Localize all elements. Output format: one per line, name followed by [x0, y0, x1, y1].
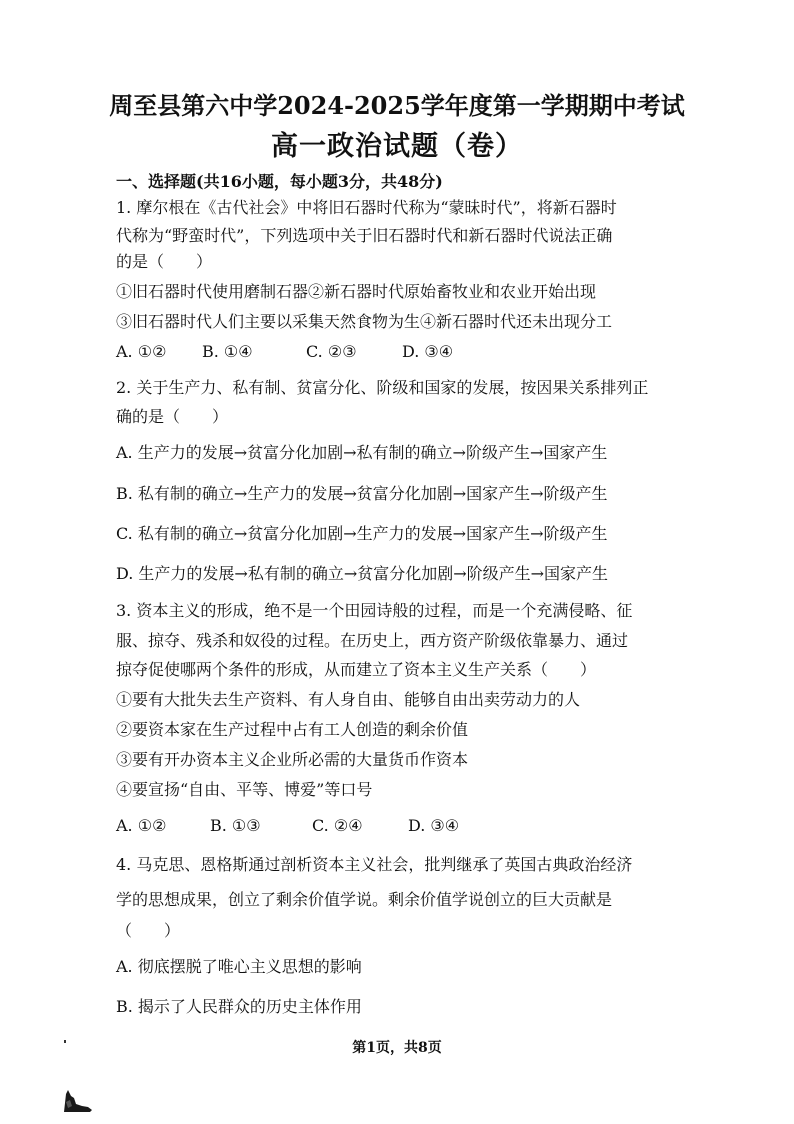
q2-option-a: A. 生产力的发展→贫富分化加剧→私有制的确立→阶级产生→国家产生	[116, 443, 608, 462]
exam-title: 周至县第六中学2024-2025学年度第一学期期中考试	[109, 91, 685, 120]
q1-item: ③旧石器时代人们主要以采集天然食物为生④新石器时代还未出现分工	[116, 312, 613, 331]
q3-option-a: A. ①②	[116, 816, 167, 835]
q4-stem-line: 4. 马克思、恩格斯通过剖析资本主义社会，批判继承了英国古典政治经济	[116, 855, 633, 874]
q1-stem-line: 的是（ ）	[116, 252, 213, 271]
q2-option-d: D. 生产力的发展→私有制的确立→贫富分化加剧→阶级产生→国家产生	[116, 564, 609, 583]
q4-option-a: A. 彻底摆脱了唯心主义思想的影响	[116, 957, 362, 976]
scan-corner-mark	[62, 1088, 96, 1114]
q3-item: ②要资本家在生产过程中占有工人创造的剩余价值	[116, 720, 469, 739]
q2-option-c: C. 私有制的确立→贫富分化加剧→生产力的发展→国家产生→阶级产生	[116, 524, 608, 543]
section-heading: 一、选择题(共16小题，每小题3分，共48分)	[116, 172, 443, 191]
q4-stem-line: （ ）	[116, 921, 181, 940]
q3-stem-line: 服、掠夺、残杀和奴役的过程。在历史上，西方资产阶级依靠暴力、通过	[116, 631, 629, 650]
q1-option-c: C. ②③	[306, 342, 357, 361]
q3-option-d: D. ③④	[408, 816, 460, 835]
q1-option-d: D. ③④	[402, 342, 454, 361]
q3-option-c: C. ②④	[312, 816, 363, 835]
q1-item: ①旧石器时代使用磨制石器②新石器时代原始畜牧业和农业开始出现	[116, 282, 597, 301]
q3-stem-line: 3. 资本主义的形成，绝不是一个田园诗般的过程，而是一个充满侵略、征	[116, 601, 633, 620]
q3-item: ④要宣扬“自由、平等、博爱”等口号	[116, 780, 373, 799]
page-number: 第1页，共8页	[352, 1040, 442, 1056]
q1-option-b: B. ①④	[202, 342, 253, 361]
q2-option-b: B. 私有制的确立→生产力的发展→贫富分化加剧→国家产生→阶级产生	[116, 484, 608, 503]
q3-item: ①要有大批失去生产资料、有人身自由、能够自由出卖劳动力的人	[116, 690, 581, 709]
q3-option-b: B. ①③	[210, 816, 261, 835]
q1-stem-line: 1. 摩尔根在《古代社会》中将旧石器时代称为“蒙昧时代”，将新石器时	[116, 198, 617, 217]
exam-subtitle: 高一政治试题（卷）	[271, 131, 523, 162]
q3-item: ③要有开办资本主义企业所必需的大量货币作资本	[116, 750, 469, 769]
q2-stem-line: 2. 关于生产力、私有制、贫富分化、阶级和国家的发展，按因果关系排列正	[116, 378, 649, 397]
q1-options	[116, 342, 453, 362]
q3-stem-line: 掠夺促使哪两个条件的形成，从而建立了资本主义生产关系（ ）	[116, 660, 597, 679]
q4-stem-line: 学的思想成果，创立了剩余价值学说。剩余价值学说创立的巨大贡献是	[116, 890, 613, 909]
q4-option-b: B. 揭示了人民群众的历史主体作用	[116, 997, 362, 1016]
q2-stem-line: 确的是（ ）	[116, 407, 229, 426]
q1-option-a: A. ①②	[116, 342, 167, 361]
q3-options	[116, 816, 459, 836]
q1-stem-line: 代称为“野蛮时代”，下列选项中关于旧石器时代和新石器时代说法正确	[116, 226, 613, 245]
